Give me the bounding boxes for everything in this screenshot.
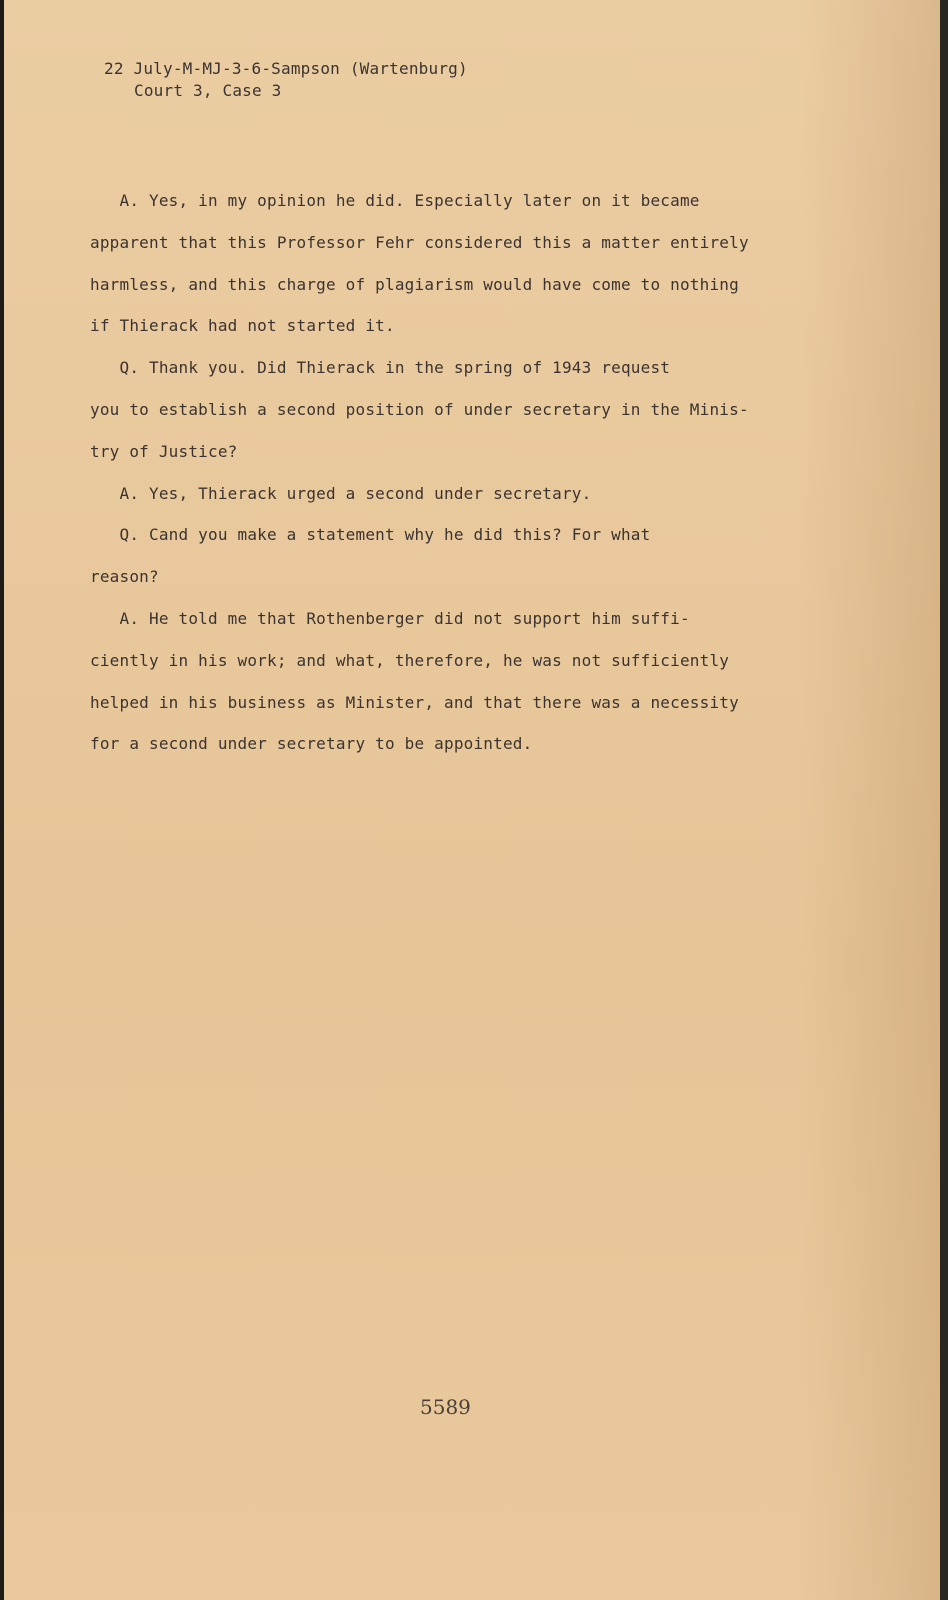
text-line: try of Justice? (90, 441, 238, 461)
text-line: apparent that this Professor Fehr considered this a matter entirely (90, 232, 749, 252)
header-court-line: Court 3, Case 3 (134, 81, 282, 100)
text-line: Q. Cand you make a statement why he did this? For what (90, 525, 651, 545)
text-line: A. He told me that Rothenberger did not support him suffi- (90, 608, 690, 628)
text-line: for a second under secretary to be appointed. (90, 734, 533, 754)
header-session-line: 22 July-M-MJ-3-6-Sampson (Wartenburg) (104, 59, 468, 78)
testimony-text (90, 180, 790, 765)
text-line: A. Yes, in my opinion he did. Especially later on it became (90, 191, 700, 210)
page-left-edge (0, 0, 4, 1600)
page-number: 5589 (420, 1395, 471, 1419)
text-line: Q. Thank you. Did Thierack in the spring of 1943 request (90, 358, 671, 378)
text-line: you to establish a second position of under secretary in the Minis- (90, 399, 749, 419)
text-line: ciently in his work; and what, therefore, he was not sufficiently (90, 650, 730, 670)
text-line: harmless, and this charge of plagiarism would have come to nothing (90, 274, 739, 294)
document-header (104, 58, 468, 102)
text-line: helped in his business as Minister, and that there was a necessity (90, 692, 739, 712)
text-line: if Thierack had not started it. (90, 316, 395, 336)
text-line: reason? (90, 567, 159, 587)
text-line: A. Yes, Thierack urged a second under secretary. (90, 483, 592, 503)
